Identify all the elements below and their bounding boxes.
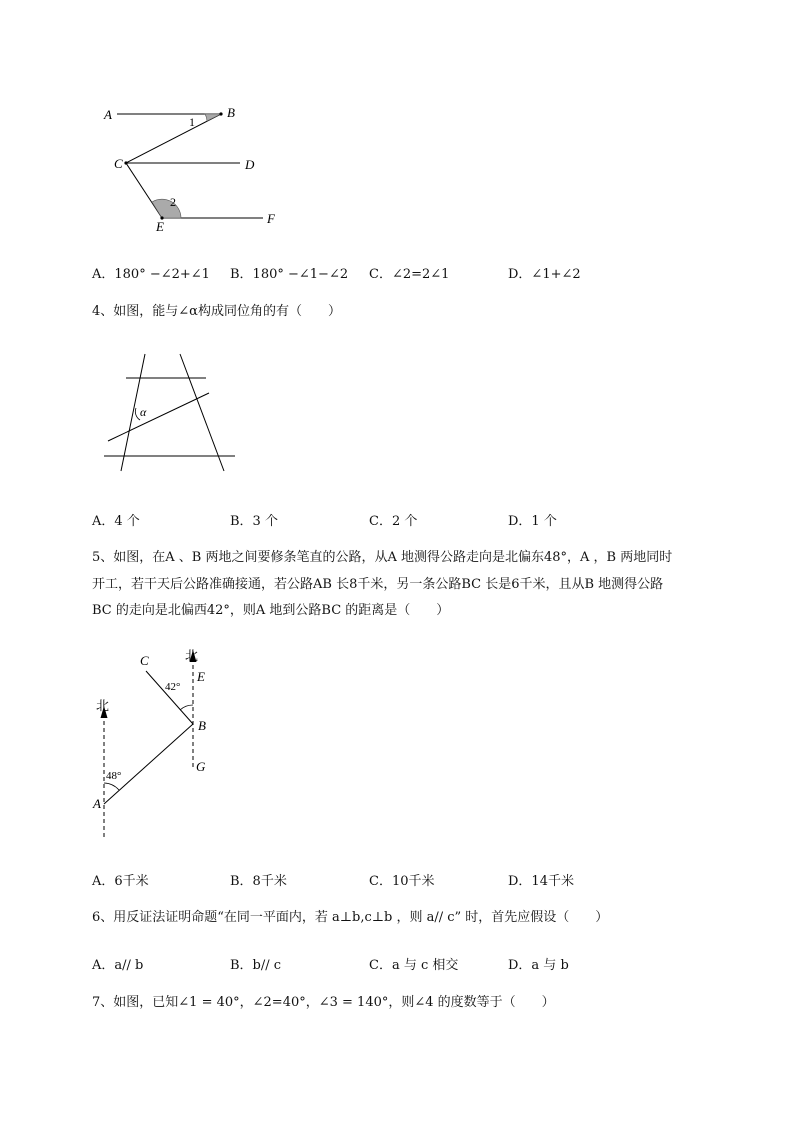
q3-option-c[interactable]: C．∠2=2∠1	[369, 267, 450, 282]
transversal-figure-q4	[100, 350, 245, 475]
label-angle-1: 1	[189, 115, 195, 129]
label-north-b: 北	[185, 648, 199, 663]
label-C: C	[140, 653, 149, 668]
q6-option-c[interactable]: C．a 与 c 相交	[369, 958, 459, 973]
label-A: A	[93, 796, 101, 811]
parallel-lines-figure-q3	[95, 95, 295, 240]
q5-question-line-2: 开工，若干天后公路准确接通，若公路AB 长8千米，另一条公路BC 长是6千米，且从B 地测得公路	[92, 577, 664, 592]
q6-question: 6、用反证法证明命题“在同一平面内，若 a⊥b,c⊥b ，则 a// c” 时，首先应假设（ ）	[92, 910, 609, 925]
q3-option-a[interactable]: A．180° −∠2+∠1	[92, 267, 210, 282]
label-F: F	[267, 211, 275, 226]
q5-option-d[interactable]: D．14千米	[508, 874, 574, 889]
label-B: B	[198, 718, 206, 733]
label-D: D	[245, 157, 255, 172]
q4-option-c[interactable]: C．2 个	[369, 514, 418, 529]
q6-option-d[interactable]: D．a 与 b	[508, 958, 569, 973]
q3-option-d[interactable]: D．∠1+∠2	[508, 267, 581, 282]
q4-option-a[interactable]: A．4 个	[92, 514, 140, 529]
q5-question-line-1: 5、如图，在A 、B 两地之间要修条笔直的公路，从A 地测得公路走向是北偏东48°，A ，B 两地同时	[92, 550, 673, 565]
q4-question: 4、如图，能与∠α构成同位角的有（ ）	[92, 304, 341, 319]
label-B: B	[227, 105, 235, 120]
q5-option-a[interactable]: A．6千米	[92, 874, 149, 889]
label-angle-42: 42°	[165, 681, 181, 693]
label-angle-48: 48°	[106, 770, 122, 782]
label-north-a: 北	[96, 698, 110, 713]
q5-option-c[interactable]: C．10千米	[369, 874, 435, 889]
q7-question: 7、如图，已知∠1 = 40°，∠2=40°，∠3 = 140°，则∠4 的度数等于（ ）	[92, 995, 555, 1010]
label-angle-2: 2	[170, 195, 176, 209]
label-alpha: α	[140, 405, 147, 419]
bearing-figure-q5	[88, 642, 228, 842]
q4-option-b[interactable]: B．3 个	[230, 514, 278, 529]
label-G: G	[196, 759, 206, 774]
q3-option-b[interactable]: B．180° −∠1−∠2	[230, 267, 349, 282]
label-E: E	[197, 669, 205, 684]
q5-option-b[interactable]: B．8千米	[230, 874, 287, 889]
label-C: C	[114, 156, 123, 171]
q6-option-a[interactable]: A．a// b	[92, 958, 144, 973]
q5-question-line-3: BC 的走向是北偏西42°，则A 地到公路BC 的距离是（ ）	[92, 603, 450, 618]
label-E: E	[156, 219, 164, 234]
label-A: A	[104, 107, 112, 122]
q6-option-b[interactable]: B．b// c	[230, 958, 282, 973]
q4-option-d[interactable]: D．1 个	[508, 514, 557, 529]
